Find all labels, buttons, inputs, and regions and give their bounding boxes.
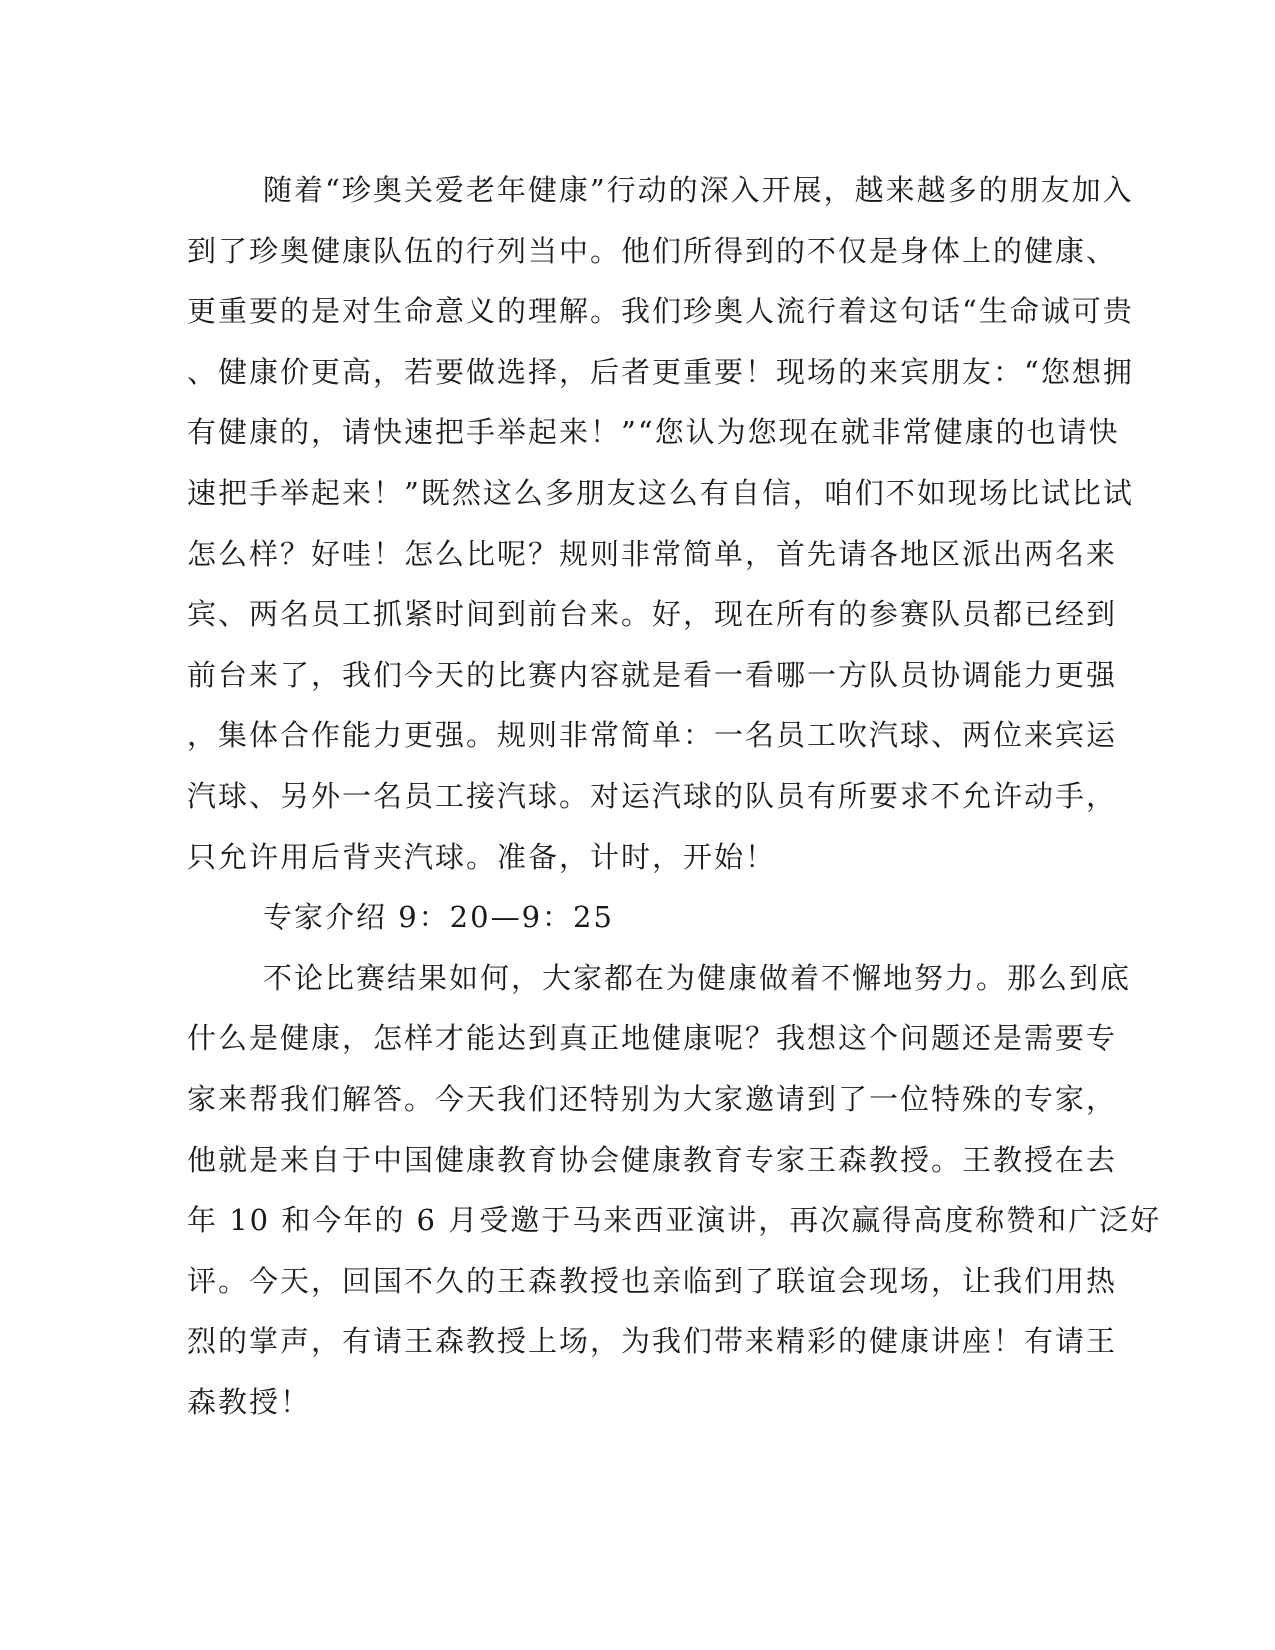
text-line: 不论比赛结果如何，大家都在为健康做着不懈地努力。那么到底 xyxy=(263,960,1132,995)
document-body xyxy=(187,160,1162,1432)
text-line: 怎么样？好哇！怎么比呢？规则非常简单，首先请各地区派出两名来 xyxy=(187,536,1118,571)
text-line: 速把手举起来！”既然这么多朋友这么有自信，咱们不如现场比试比试 xyxy=(187,475,1134,510)
text-line: 宾、两名员工抓紧时间到前台来。好，现在所有的参赛队员都已经到 xyxy=(187,597,1118,632)
text-line: 、健康价更高，若要做选择，后者更重要！现场的来宾朋友：“您想拥 xyxy=(187,354,1134,389)
paragraph-expert xyxy=(187,948,1162,1433)
text-line: 到了珍奥健康队伍的行列当中。他们所得到的不仅是身体上的健康、 xyxy=(187,233,1118,268)
text-line: ，集体合作能力更强。规则非常简单：一名员工吹汽球、两位来宾运 xyxy=(187,718,1118,753)
text-line: 只允许用后背夹汽球。准备，计时，开始！ xyxy=(187,839,777,874)
text-line: 前台来了，我们今天的比赛内容就是看一看哪一方队员协调能力更强 xyxy=(187,657,1118,692)
text-line: 随着“珍奥关爱老年健康”行动的深入开展，越来越多的朋友加入 xyxy=(263,173,1134,207)
text-line: 更重要的是对生命意义的理解。我们珍奥人流行着这句话“生命诚可贵 xyxy=(187,294,1134,329)
text-line: 评。今天，回国不久的王森教授也亲临到了联谊会现场，让我们用热 xyxy=(187,1263,1118,1298)
text-line: 烈的掌声，有请王森教授上场，为我们带来精彩的健康讲座！有请王 xyxy=(187,1324,1118,1359)
text-line: 有健康的，请快速把手举起来！”“您认为您现在就非常健康的也请快 xyxy=(187,415,1120,450)
text-line: 他就是来自于中国健康教育协会健康教育专家王森教授。王教授在去 xyxy=(187,1142,1118,1177)
paragraph-intro xyxy=(187,160,1134,887)
section-heading-text: 专家介绍 9：20—9：25 xyxy=(263,900,614,935)
section-heading xyxy=(187,887,1067,948)
text-line: 家来帮我们解答。今天我们还特别为大家邀请到了一位特殊的专家， xyxy=(187,1081,1118,1116)
text-line: 年 10 和今年的 6 月受邀于马来西亚演讲，再次赢得高度称赞和广泛好 xyxy=(187,1203,1162,1238)
text-line: 什么是健康，怎样才能达到真正地健康呢？我想这个问题还是需要专 xyxy=(187,1021,1118,1056)
text-line: 森教授！ xyxy=(187,1384,312,1419)
text-line: 汽球、另外一名员工接汽球。对运汽球的队员有所要求不允许动手， xyxy=(187,778,1118,813)
